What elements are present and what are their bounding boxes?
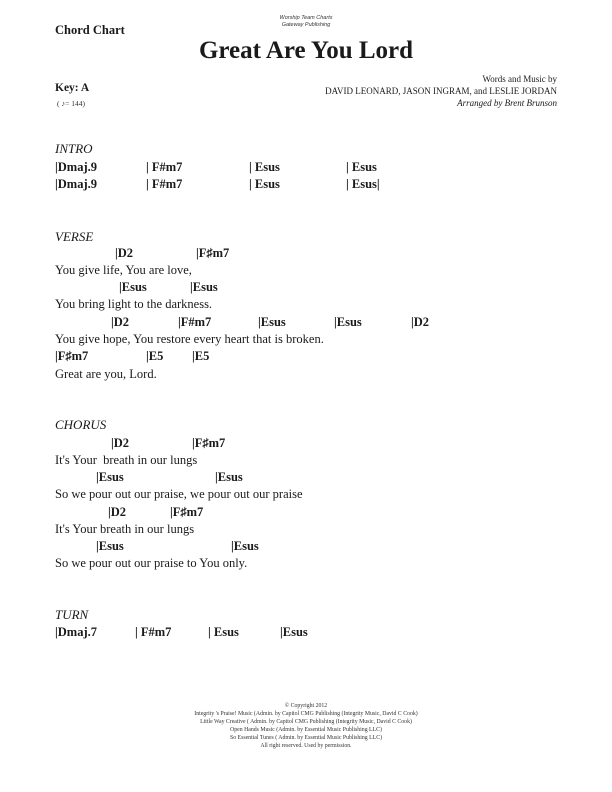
chord: |D2	[411, 315, 430, 329]
chord: | Esus	[249, 177, 280, 191]
chord: |F♯m7	[192, 436, 226, 450]
chord: | F#m7	[146, 160, 183, 174]
section-label-turn: TURN	[55, 607, 89, 622]
chord: |D2	[111, 315, 130, 329]
verse-chord-row-4	[55, 349, 575, 364]
chord: |D2	[108, 505, 127, 519]
chord: |Dmaj.9	[55, 177, 97, 191]
chord: | Esus	[208, 625, 239, 639]
chord: |Esus	[96, 539, 124, 553]
chord: | Esus	[249, 160, 280, 174]
intro-chord-row-1	[55, 160, 575, 175]
chord: |Esus	[334, 315, 362, 329]
credits-arranger: Arranged by Brent Brunson	[457, 98, 557, 108]
chorus-lyric-3: It's Your breath in our lungs	[55, 522, 195, 536]
verse-lyric-3: You give hope, You restore every heart that is broken.	[55, 332, 324, 346]
chorus-chord-row-2	[55, 470, 575, 485]
chord: |F♯m7	[55, 349, 89, 363]
chord: |Esus	[96, 470, 124, 484]
publisher-line-1: Worship Team Charts	[279, 15, 333, 21]
copyright-admin-2: Little Way Creative ( Admin. by Capitol CMG Publishing (Integrity Music, David C Cook)	[200, 719, 412, 725]
chord: |D2	[115, 246, 134, 260]
chord: |Esus	[258, 315, 286, 329]
chorus-lyric-2: So we pour out our praise, we pour out our praise	[55, 487, 303, 501]
chord: |E5	[146, 349, 164, 363]
intro-chord-row-2	[55, 177, 575, 192]
credits-writers: DAVID LEONARD, JASON INGRAM, and LESLIE JORDAN	[325, 86, 557, 96]
verse-chord-row-1	[55, 246, 575, 261]
chord: |E5	[192, 349, 210, 363]
chord: |Esus	[280, 625, 308, 639]
section-label-chorus: CHORUS	[55, 417, 107, 432]
chorus-lyric-4: So we pour out our praise to You only.	[55, 556, 248, 570]
verse-lyric-4: Great are you, Lord.	[55, 367, 157, 381]
song-title: Great Are You Lord	[198, 37, 414, 64]
copyright-admin-3: Open Hands Music (Admin. by Essential Music Publishing LLC)	[230, 727, 382, 733]
section-label-verse: VERSE	[55, 229, 94, 244]
chord: |Esus	[215, 470, 243, 484]
copyright-admin-4: So Essential Tunes ( Admin. by Essential Music Publishing LLC)	[229, 735, 382, 741]
credits-line-1: Words and Music by	[482, 74, 557, 84]
rights-reserved: All right reserved. Used by permission.	[260, 743, 352, 749]
chorus-chord-row-3	[55, 505, 575, 520]
chord: | F#m7	[146, 177, 183, 191]
chord: | F#m7	[135, 625, 172, 639]
chord: |Esus	[231, 539, 259, 553]
song-key: Key: A	[55, 82, 90, 94]
chord: |Esus	[190, 280, 218, 294]
doc-type-label: Chord Chart	[55, 23, 125, 37]
chord: |F♯m7	[170, 505, 204, 519]
chord: | Esus|	[346, 177, 380, 191]
chord: |Dmaj.7	[55, 625, 97, 639]
turn-chord-row-1	[55, 625, 575, 640]
verse-chord-row-3	[55, 315, 575, 330]
chord: |D2	[111, 436, 130, 450]
chorus-chord-row-1	[55, 436, 575, 451]
publisher-line-2: Gateway Publishing	[281, 22, 331, 28]
chord: |Dmaj.9	[55, 160, 97, 174]
verse-lyric-2: You bring light to the darkness.	[55, 297, 213, 311]
chorus-chord-row-4	[55, 539, 575, 554]
copyright-line: © Copyright 2012	[284, 703, 328, 709]
chorus-lyric-1: It's Your breath in our lungs	[55, 453, 198, 467]
chord: |F#m7	[178, 315, 212, 329]
chord: |Esus	[119, 280, 147, 294]
chord: | Esus	[346, 160, 377, 174]
chord: |F♯m7	[196, 246, 230, 260]
verse-lyric-1: You give life, You are love,	[55, 263, 192, 277]
section-label-intro: INTRO	[55, 141, 93, 156]
tempo-marking: ( ♪= 144)	[57, 99, 85, 108]
verse-chord-row-2	[55, 280, 575, 295]
copyright-admin-1: Integrity 's Praise! Music (Admin. by Capitol CMG Publishing (Integrity Music, David C Cook)	[194, 711, 418, 717]
